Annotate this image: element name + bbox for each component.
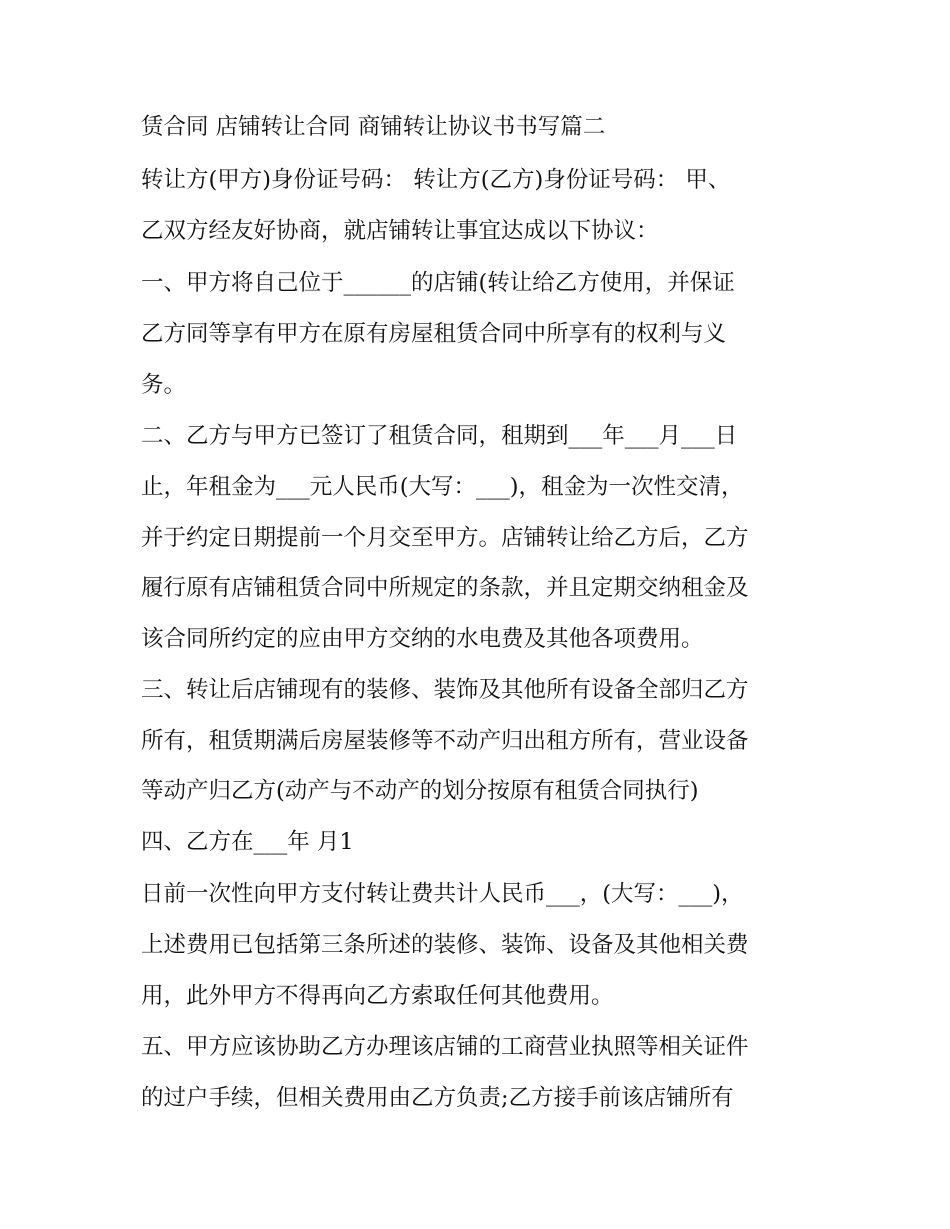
text-line-13: 所有，租赁期满后房屋装修等不动产归出租方所有，营业设备 — [141, 728, 749, 754]
text-line-7: 二、乙方与甲方已签订了租赁合同，租期到___年___月___日 — [141, 423, 738, 449]
text-line-5: 乙方同等享有甲方在原有房屋租赁合同中所享有的权利与义 — [141, 321, 727, 347]
text-line-18: 用，此外甲方不得再向乙方索取任何其他费用。 — [141, 983, 614, 1009]
text-line-2: 转让方(甲方)身份证号码： 转让方(乙方)身份证号码： 甲、 — [141, 167, 731, 193]
text-line-3: 乙双方经友好协商，就店铺转让事宜达成以下协议： — [141, 218, 659, 244]
text-line-12: 三、转让后店铺现有的装修、装饰及其他所有设备全部归乙方 — [141, 677, 749, 703]
text-line-10: 履行原有店铺租赁合同中所规定的条款，并且定期交纳租金及 — [141, 575, 749, 601]
text-line-15: 四、乙方在___年 月1 — [141, 829, 354, 855]
text-line-4: 一、甲方将自己位于______的店铺(转让给乙方使用，并保证 — [141, 270, 735, 296]
text-line-17: 上述费用已包括第三条所述的装修、装饰、设备及其他相关费 — [141, 932, 749, 958]
text-line-19: 五、甲方应该协助乙方办理该店铺的工商营业执照等相关证件 — [141, 1034, 749, 1060]
text-line-9: 并于约定日期提前一个月交至甲方。店铺转让给乙方后，乙方 — [141, 525, 749, 551]
text-line-6: 务。 — [141, 372, 187, 398]
text-line-14: 等动产归乙方(动产与不动产的划分按原有租赁合同执行) — [141, 778, 699, 804]
text-line-1: 赁合同 店铺转让合同 商铺转让协议书书写篇二 — [141, 114, 606, 140]
text-line-11: 该合同所约定的应由甲方交纳的水电费及其他各项费用。 — [141, 626, 704, 652]
text-line-16: 日前一次性向甲方支付转让费共计人民币___，(大写：___)， — [141, 881, 744, 907]
text-line-8: 止，年租金为___元人民币(大写：___)，租金为一次性交清， — [141, 474, 744, 500]
text-line-20: 的过户手续，但相关费用由乙方负责;乙方接手前该店铺所有 — [141, 1085, 734, 1111]
